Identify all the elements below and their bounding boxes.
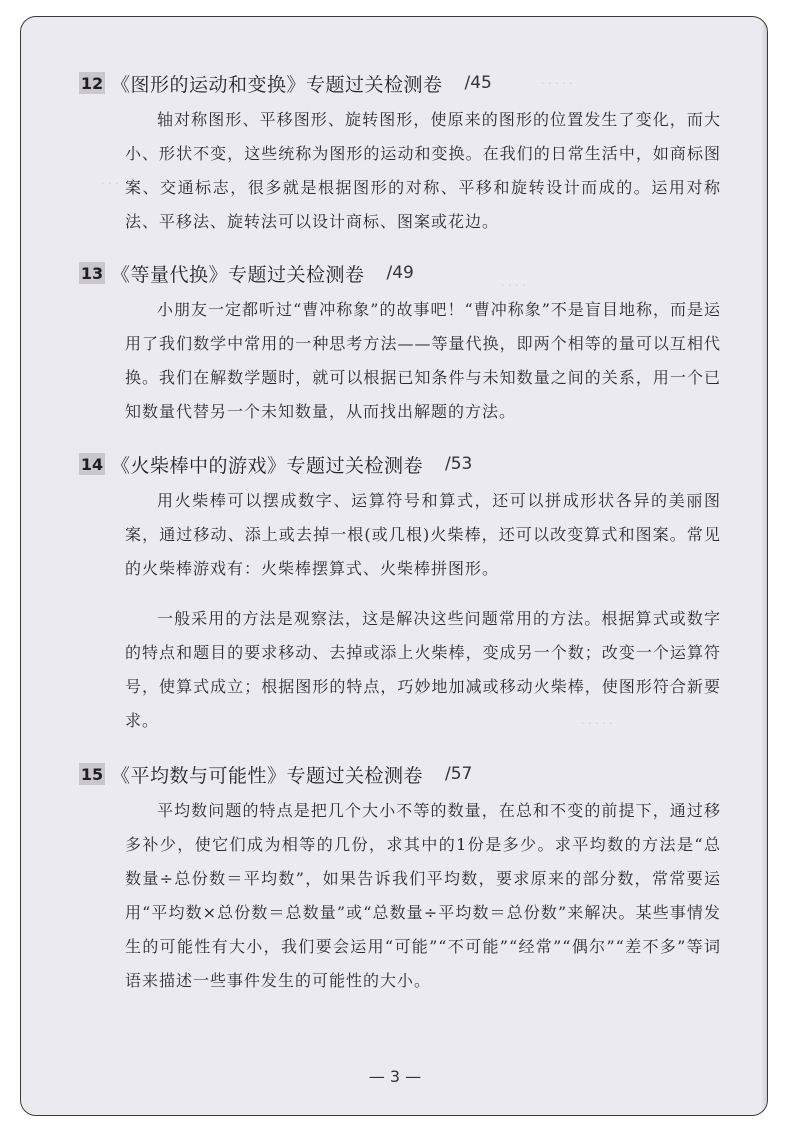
page-edge-shadow <box>761 17 767 1115</box>
section-number: 12 <box>80 73 104 93</box>
section-title: 《图形的运动和变换》专题过关检测卷 <box>111 73 443 96</box>
section-14-paragraph-2: 一般采用的方法是观察法，这是解决这些问题常用的方法。根据算式或数字的特点和题目的要求移动、去掉或添上火柴棒，变成另一个数；改变一个运算符号，使算式成立；根据图形的特点，巧妙地加减或移动火柴棒，使图形符合新要求。 <box>125 609 721 730</box>
section-title: 《火柴棒中的游戏》专题过关检测卷 <box>111 454 424 477</box>
bleed-through-mark: · · · · · <box>541 77 573 90</box>
section-12-heading <box>79 67 492 99</box>
section-number: 14 <box>80 454 104 474</box>
section-title: 《平均数与可能性》专题过关检测卷 <box>111 764 424 787</box>
section-13-paragraph: 小朋友一定都听过“曹冲称象”的故事吧！“曹冲称象”不是盲目地称，而是运用了我们数学中常用的一种思考方法——等量代换，即两个相等的量可以互相代换。我们在解数学题时，就可以根据已知条件与未知数量之间的关系，用一个已知数量代替另一个未知数量，从而找出解题的方法。 <box>125 300 721 421</box>
document-page <box>20 16 768 1116</box>
section-number: 13 <box>80 263 104 283</box>
section-page-ref: /57 <box>445 764 473 784</box>
page-number: — 3 — <box>368 1067 422 1086</box>
section-13-heading <box>79 257 414 289</box>
section-12-paragraph: 轴对称图形、平移图形、旋转图形，使原来的图形的位置发生了变化，而大小、形状不变，这些统称为图形的运动和变换。在我们的日常生活中，如商标图案、交通标志，很多就是根据图形的对称、平移和旋转设计而成的。运用对称法、平移法、旋转法可以设计商标、图案或花边。 <box>125 110 721 231</box>
section-14-paragraph-1: 用火柴棒可以摆成数字、运算符号和算式，还可以拼成形状各异的美丽图案，通过移动、添上或去掉一根(或几根)火柴棒，还可以改变算式和图案。常见的火柴棒游戏有：火柴棒摆算式、火柴棒拼图形。 <box>125 491 721 578</box>
bleed-through-mark: · · · · · <box>581 717 613 730</box>
section-14-heading <box>79 448 472 480</box>
section-title: 《等量代换》专题过关检测卷 <box>111 263 365 286</box>
section-page-ref: /53 <box>445 454 473 474</box>
section-page-ref: /45 <box>464 73 492 93</box>
bleed-through-mark: · · · <box>101 177 119 190</box>
bleed-through-mark: · · · · <box>501 279 526 292</box>
section-15-heading <box>79 758 472 790</box>
section-number: 15 <box>80 764 104 784</box>
section-page-ref: /49 <box>386 263 414 283</box>
section-15-paragraph: 平均数问题的特点是把几个大小不等的数量，在总和不变的前提下，通过移多补少，使它们成为相等的几份，求其中的1份是多少。求平均数的方法是“总数量÷总份数＝平均数”，如果告诉我们平均数，要求原来的部分数，常常要运用“平均数×总份数＝总数量”或“总数量÷平均数＝总份数”来解决。某些事情发生的可能性有大小，我们要会运用“可能”“不可能”“经常”“偶尔”“差不多”等词语来描述一些事件发生的可能性的大小。 <box>125 801 721 990</box>
